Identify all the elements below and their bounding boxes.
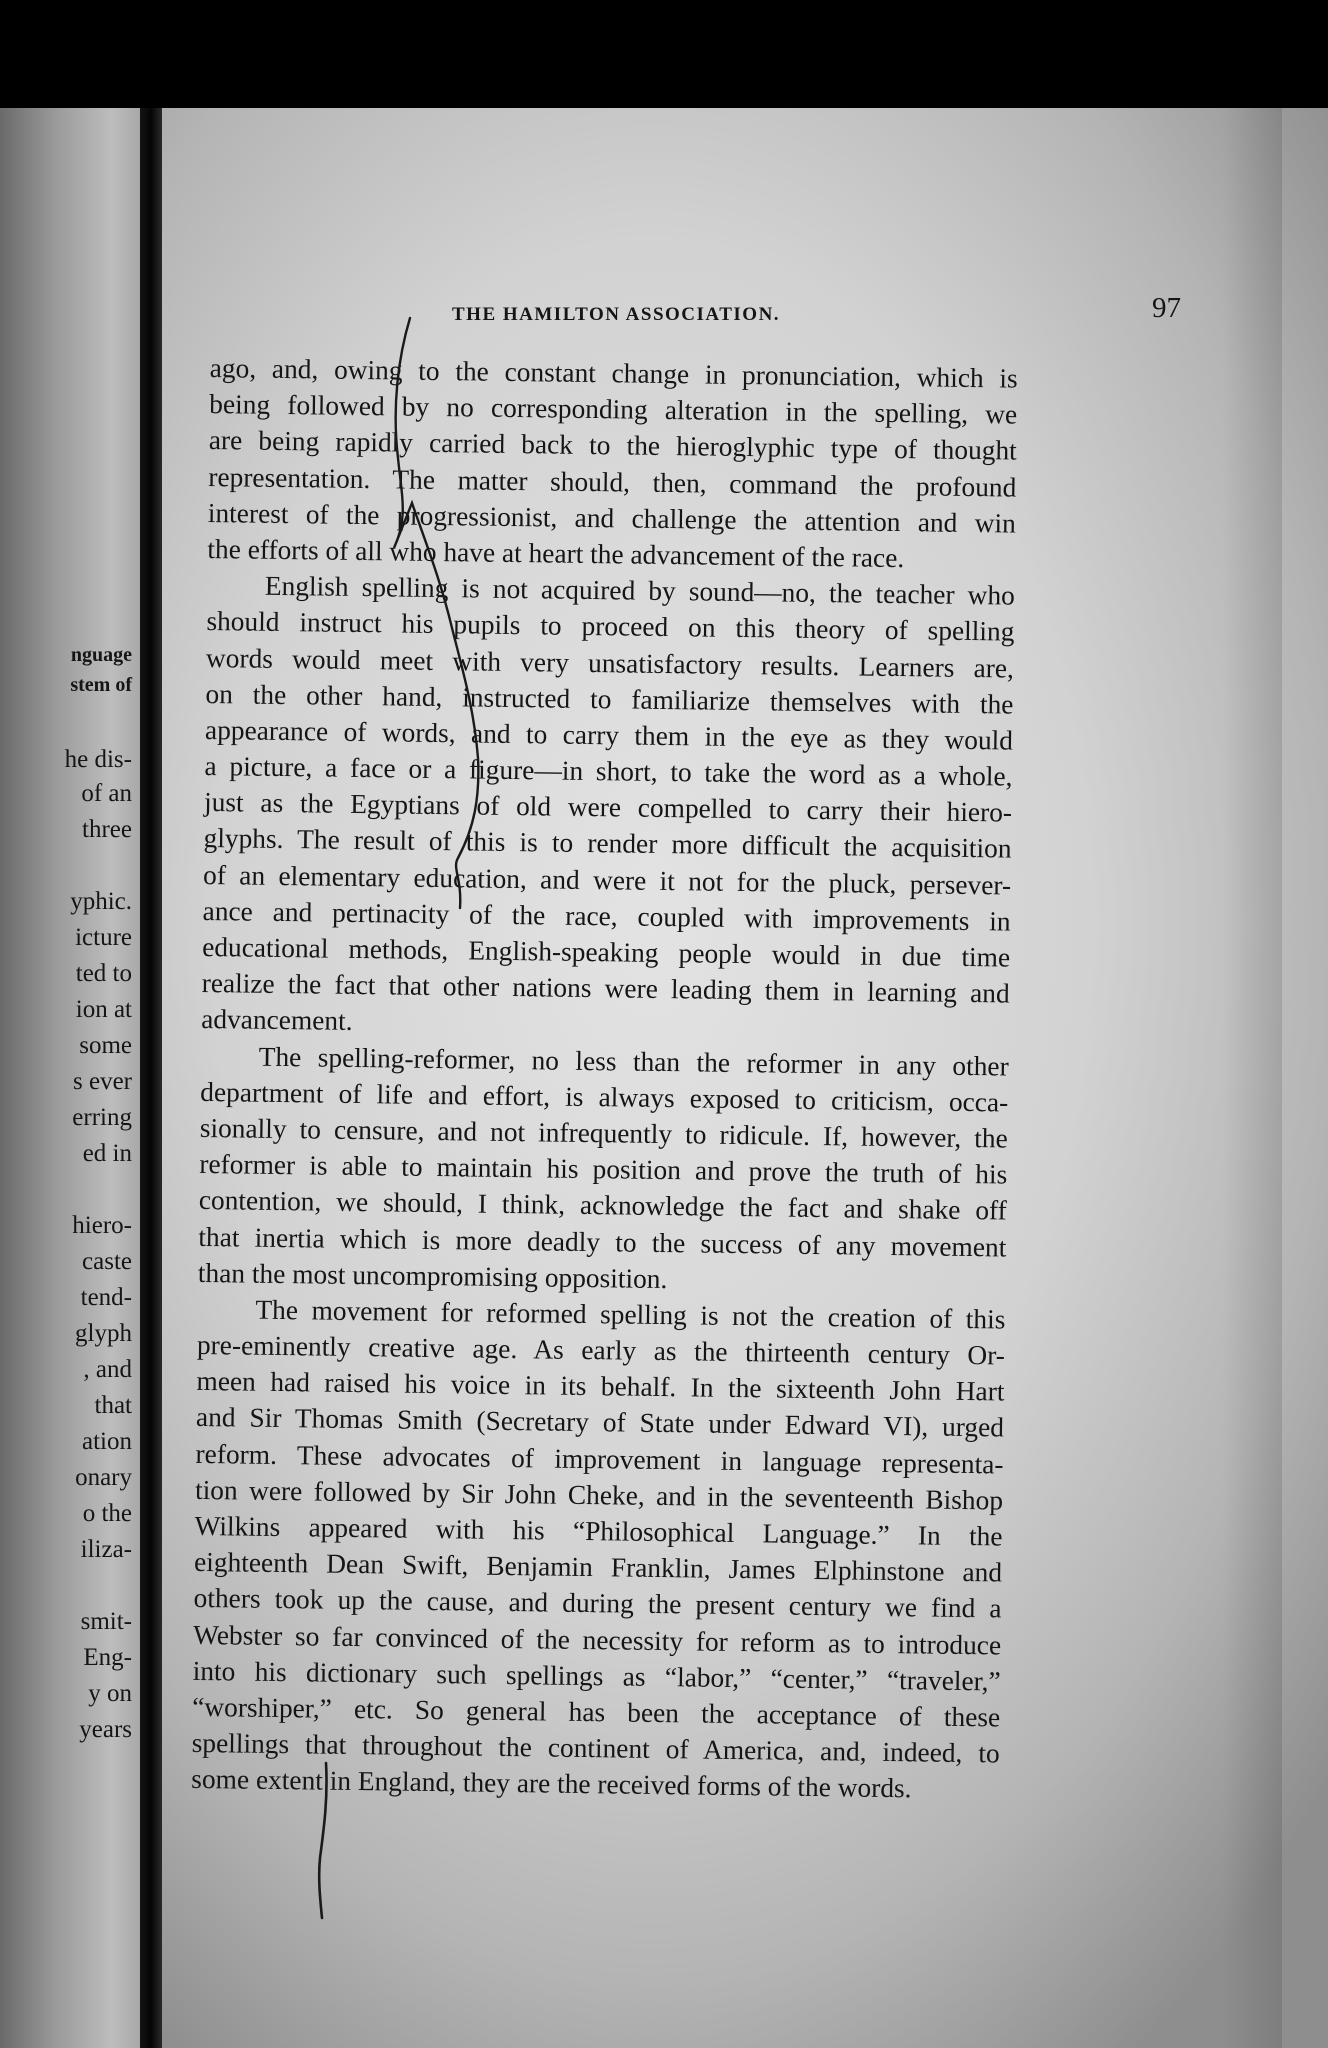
facing-line-fragment: y on bbox=[88, 1680, 132, 1707]
facing-line-fragment: hiero- bbox=[72, 1212, 132, 1239]
facing-line-fragment: smit- bbox=[80, 1608, 132, 1635]
page-shadow bbox=[1222, 108, 1282, 2048]
text-line: tion were followed by Sir John Cheke, and in the seventeenth Bishop bbox=[194, 1474, 1004, 1516]
facing-line-fragment: erring bbox=[72, 1104, 132, 1131]
text-line: and Sir Thomas Smith (Secretary of State under Edward VI), urged bbox=[195, 1402, 1005, 1443]
text-line: of an elementary education, and were it not for the pluck, persever- bbox=[202, 859, 1012, 901]
facing-line-fragment: tend- bbox=[80, 1284, 132, 1311]
facing-line-fragment: yphic. bbox=[70, 888, 132, 915]
text-line: that inertia which is more deadly to the success of any movement bbox=[198, 1221, 1007, 1262]
text-line: English spelling is not acquired by sound—no, the teacher who bbox=[264, 570, 1016, 611]
facing-line-fragment: stem of bbox=[70, 674, 132, 696]
text-line: just as the Egyptians of old were compelled to carry their hiero- bbox=[203, 787, 1013, 828]
text-line: ago, and, owing to the constant change in pronunciation, which is bbox=[209, 352, 1018, 394]
text-line: appearance of words, and to carry them in the eye as they would bbox=[204, 714, 1014, 756]
body-text bbox=[191, 350, 1018, 1808]
facing-line-fragment: caste bbox=[82, 1248, 132, 1275]
text-line: are being rapidly carried back to the hieroglyphic type of thought bbox=[208, 425, 1017, 466]
text-line: on the other hand, instructed to familiarize themselves with the bbox=[205, 678, 1014, 720]
facing-line-fragment: of an bbox=[81, 780, 132, 807]
text-line: pre-eminently creative age. As early as the thirteenth century Or- bbox=[196, 1329, 1006, 1371]
text-line: words would meet with very unsatisfactory results. Learners are, bbox=[205, 642, 1015, 684]
text-line: a picture, a face or a figure—in short, to take the word as a whole, bbox=[204, 751, 1013, 792]
text-line: the efforts of all who have at heart the advancement of the race. bbox=[207, 533, 905, 574]
text-line: “worshiper,” etc. So general has been the acceptance of these bbox=[192, 1691, 1001, 1733]
text-line: contention, we should, I think, acknowledge the fact and shake off bbox=[198, 1185, 1007, 1226]
facing-line-fragment: some bbox=[79, 1032, 132, 1059]
text-line: Webster so far convinced of the necessity for reform as to introduce bbox=[192, 1619, 1002, 1661]
text-line: advancement. bbox=[201, 1004, 353, 1037]
facing-line-fragment: s ever bbox=[73, 1068, 132, 1095]
facing-line-fragment: onary bbox=[75, 1464, 132, 1491]
facing-line-fragment: ion at bbox=[75, 996, 132, 1023]
text-line: should instruct his pupils to proceed on this theory of spelling bbox=[206, 606, 1015, 647]
facing-line-fragment: ation bbox=[82, 1428, 132, 1455]
text-line: spellings that throughout the continent of America, and, indeed, to bbox=[191, 1728, 1000, 1769]
text-line: Wilkins appeared with his “Philosophical Language.” In the bbox=[194, 1510, 1003, 1552]
facing-line-fragment: years bbox=[79, 1716, 132, 1743]
text-line: others took up the cause, and during the present century we find a bbox=[193, 1583, 1002, 1624]
facing-page-left bbox=[0, 108, 140, 2048]
text-line: sionally to censure, and not infrequently to ridicule. If, however, the bbox=[199, 1112, 1008, 1154]
facing-line-fragment: iliza- bbox=[80, 1536, 132, 1563]
text-line: ance and pertinacity of the race, coupled with improvements in bbox=[202, 895, 1011, 937]
text-line: meen had raised his voice in its behalf. In the sixteenth John Hart bbox=[196, 1366, 1005, 1407]
facing-line-fragment: Eng- bbox=[83, 1644, 132, 1671]
text-line: than the most uncompromising opposition. bbox=[197, 1257, 668, 1294]
text-line: representation. The matter should, then, command the profound bbox=[208, 461, 1017, 503]
facing-line-fragment: that bbox=[94, 1392, 132, 1419]
text-line: educational methods, English-speaking people would in due time bbox=[201, 931, 1011, 973]
text-line: glyphs. The result of this is to render more difficult the acquisition bbox=[203, 823, 1012, 864]
running-head: THE HAMILTON ASSOCIATION. bbox=[452, 304, 781, 325]
facing-line-fragment: nguage bbox=[70, 644, 132, 666]
facing-line-fragment: ed in bbox=[82, 1140, 132, 1167]
facing-line-fragment: he dis- bbox=[64, 746, 132, 773]
text-line: reformer is able to maintain his position and prove the truth of his bbox=[199, 1149, 1008, 1190]
facing-line-fragment: ted to bbox=[75, 960, 132, 987]
page-number: 97 bbox=[1152, 292, 1181, 324]
facing-line-fragment: o the bbox=[82, 1500, 132, 1527]
text-line: department of life and effort, is always exposed to criticism, occa- bbox=[200, 1076, 1009, 1118]
book-page-97 bbox=[162, 108, 1328, 2048]
text-line: reform. These advocates of improvement in language representa- bbox=[195, 1438, 1004, 1480]
text-line: realize the fact that other nations were leading them in learning and bbox=[201, 968, 1010, 1009]
text-line: some extent in England, they are the received forms of the words. bbox=[191, 1764, 912, 1804]
text-line: eighteenth Dean Swift, Benjamin Franklin, James Elphinstone and bbox=[193, 1547, 1003, 1588]
book-gutter bbox=[140, 108, 162, 2048]
text-line: interest of the progressionist, and challenge the attention and win bbox=[207, 497, 1016, 539]
text-line: into his dictionary such spellings as “labor,” “center,” “traveler,” bbox=[192, 1655, 1001, 1697]
facing-line-fragment: glyph bbox=[75, 1320, 132, 1347]
facing-line-fragment: , and bbox=[83, 1356, 132, 1383]
text-line: The movement for reformed spelling is not the creation of this bbox=[255, 1294, 1006, 1335]
text-line: The spelling-reformer, no less than the reformer in any other bbox=[258, 1041, 1009, 1082]
facing-line-fragment: three bbox=[82, 816, 132, 843]
text-line: being followed by no corresponding alteration in the spelling, we bbox=[209, 389, 1018, 430]
facing-line-fragment: icture bbox=[75, 924, 132, 951]
